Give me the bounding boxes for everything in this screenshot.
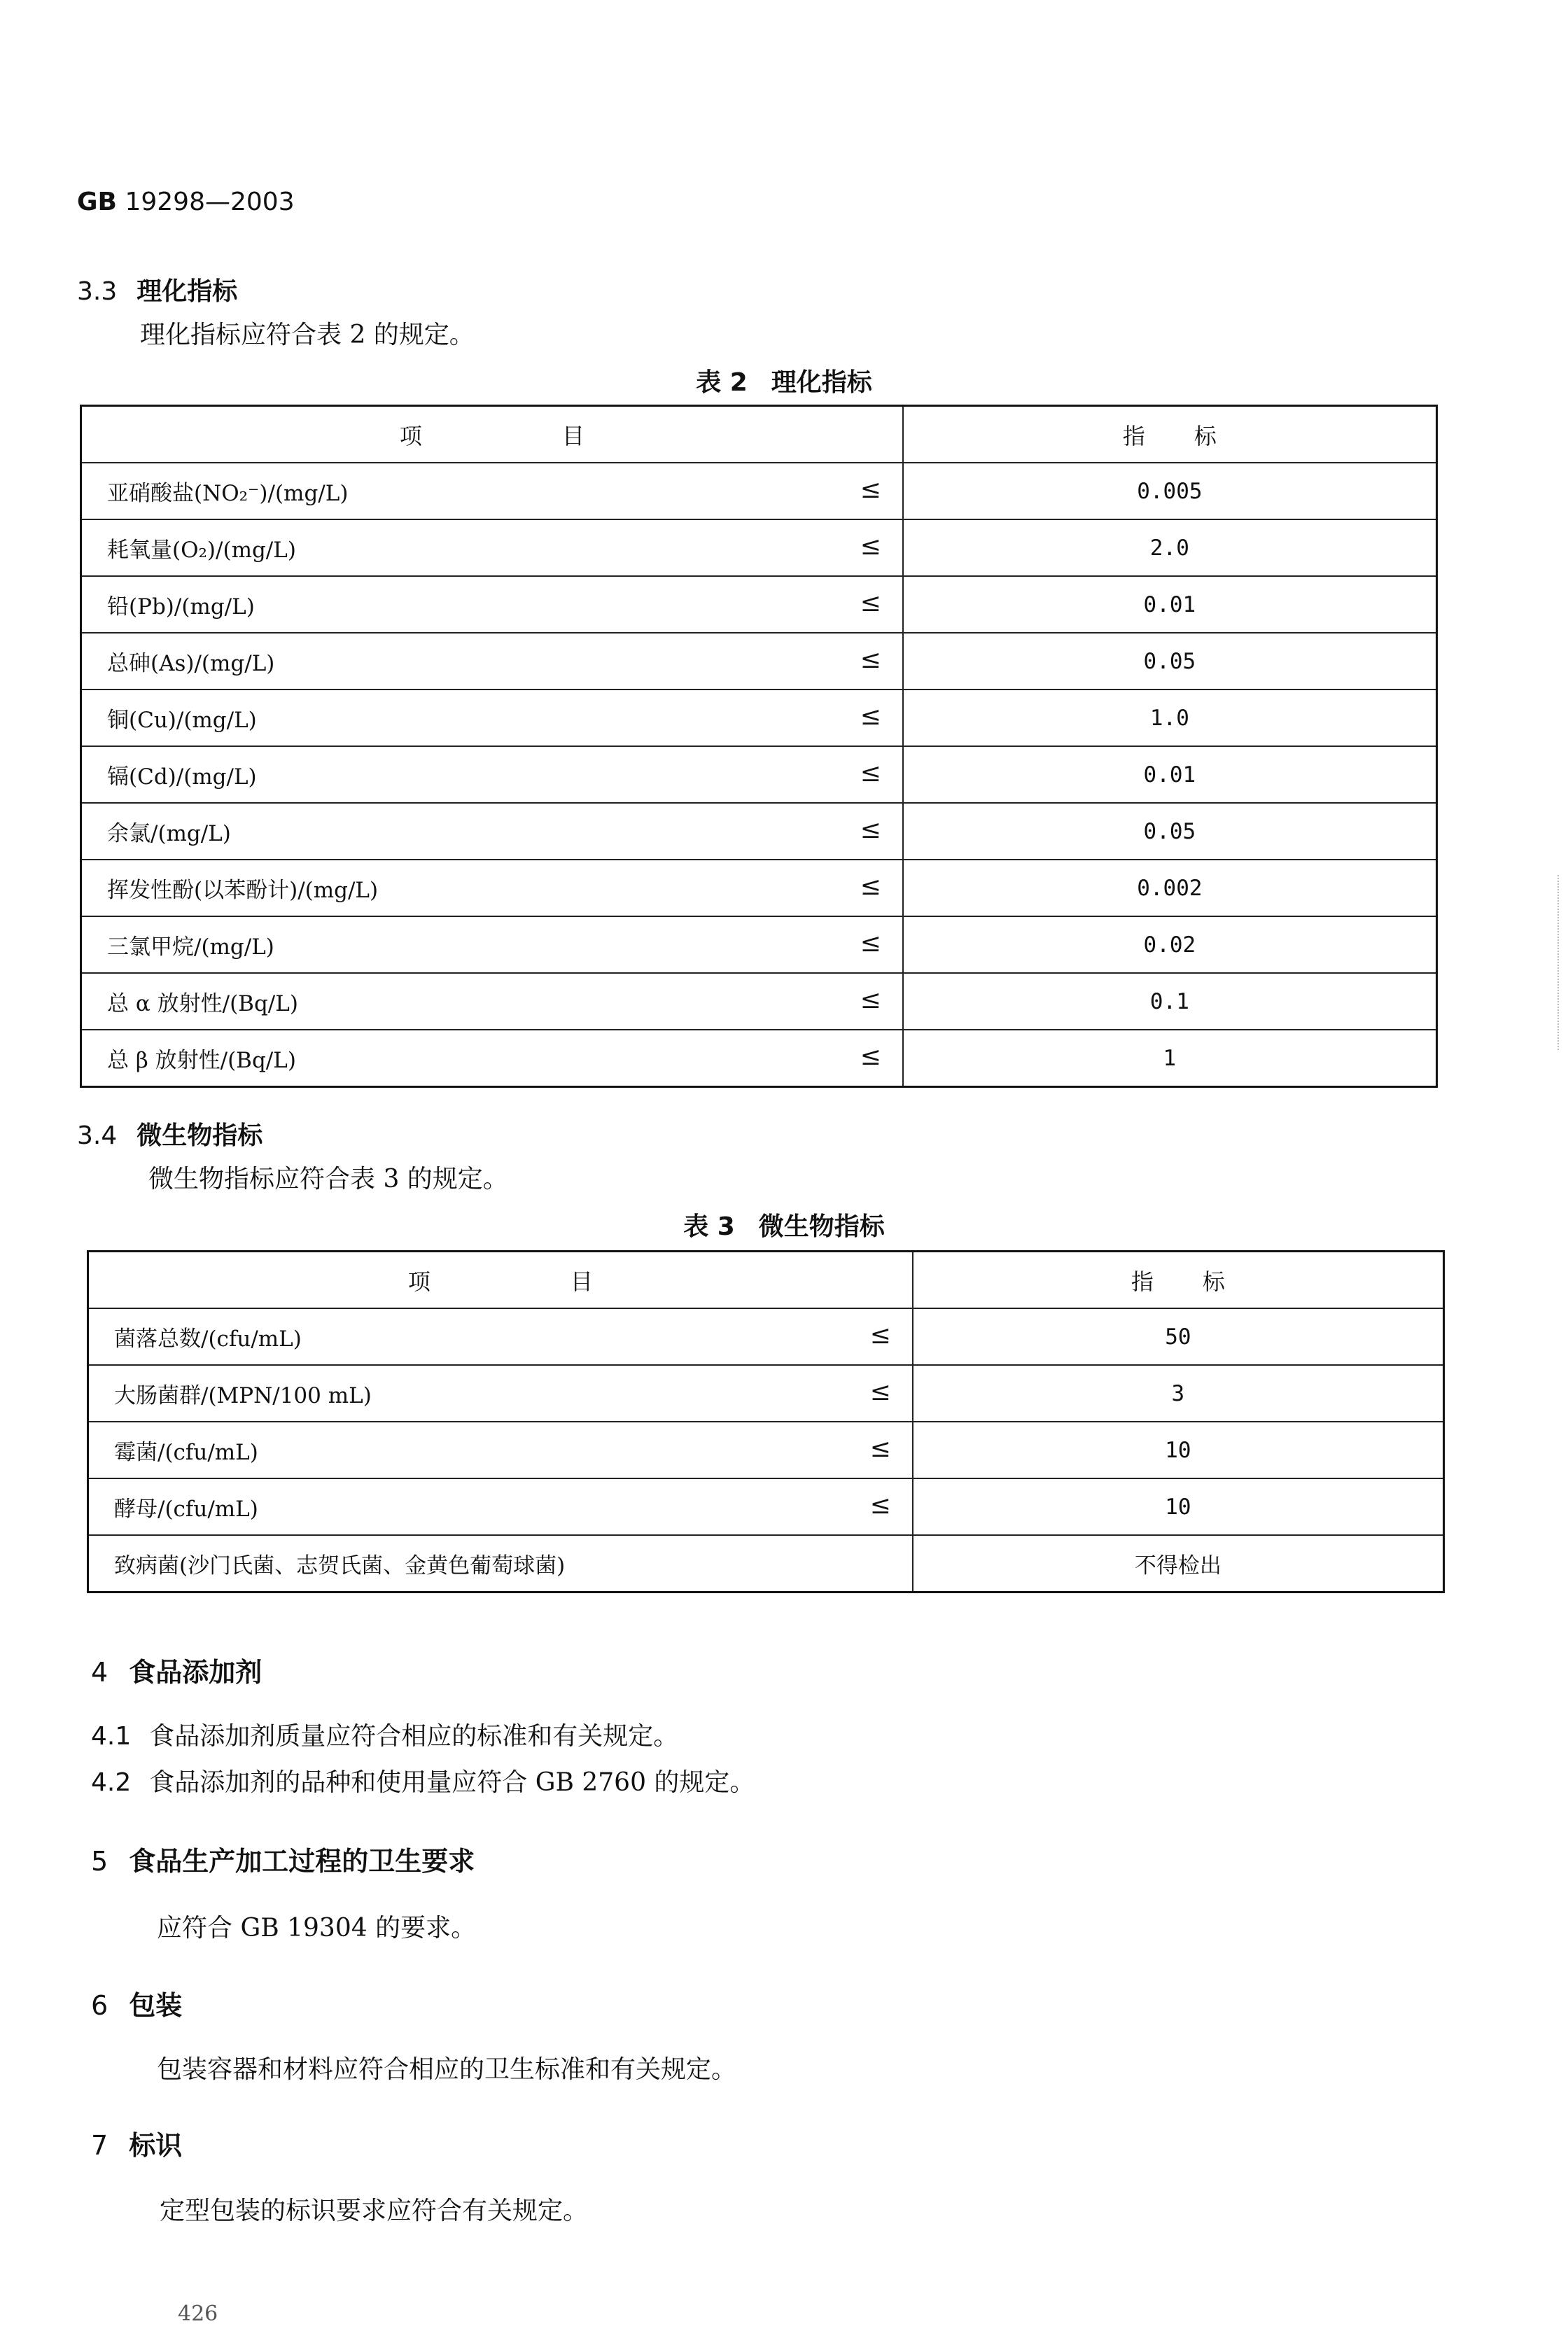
row-item-cell xyxy=(81,803,903,860)
row-value-cell: 0.05 xyxy=(903,633,1437,690)
row-value-cell: 0.005 xyxy=(903,463,1437,519)
row-value-cell: 2.0 xyxy=(903,519,1437,576)
table-row xyxy=(81,576,1437,633)
section-title: 包装 xyxy=(129,1990,183,2021)
row-item-label: 三氯甲烷/(mg/L) xyxy=(107,934,274,960)
section-number: 6 xyxy=(91,1990,108,2021)
row-item-cell xyxy=(81,519,903,576)
table-row xyxy=(88,1308,1444,1365)
section-3-4-heading xyxy=(77,1116,262,1152)
row-value-cell: 0.1 xyxy=(903,973,1437,1030)
col-header-item: 项 目 xyxy=(81,406,903,463)
table-header-row xyxy=(88,1252,1444,1309)
section-5-heading xyxy=(91,1840,475,1878)
table-header-row xyxy=(81,406,1437,463)
limit-operator: ≤ xyxy=(860,589,881,617)
section-6-text: 包装容器和材料应符合相应的卫生标准和有关规定。 xyxy=(157,2055,737,2084)
row-item-cell xyxy=(88,1308,913,1365)
row-item-label: 霉菌/(cfu/mL) xyxy=(114,1440,258,1465)
standard-prefix: GB xyxy=(77,188,117,216)
row-item-cell xyxy=(81,463,903,519)
row-value-cell: 0.05 xyxy=(903,803,1437,860)
section-number: 3.3 xyxy=(77,277,118,306)
page-number: 426 xyxy=(178,2302,218,2326)
section-number: 7 xyxy=(91,2130,108,2161)
row-item-label: 亚硝酸盐(NO₂⁻)/(mg/L) xyxy=(107,481,349,506)
row-item-label: 总砷(As)/(mg/L) xyxy=(107,651,275,676)
clause-number: 4.1 xyxy=(91,1722,132,1751)
table-row xyxy=(81,519,1437,576)
section-7-heading xyxy=(91,2124,182,2162)
row-item-label: 总 α 放射性/(Bq/L) xyxy=(107,991,298,1016)
table-caption-number: 表 2 xyxy=(696,368,748,397)
row-item-label: 余氯/(mg/L) xyxy=(107,821,231,846)
section-3-3-text: 理化指标应符合表 2 的规定。 xyxy=(140,321,475,349)
section-6-heading xyxy=(91,1984,182,2022)
row-value-cell: 0.02 xyxy=(903,916,1437,973)
row-item-cell xyxy=(88,1478,913,1535)
limit-operator: ≤ xyxy=(860,532,881,561)
limit-operator: ≤ xyxy=(860,1042,881,1071)
row-value-cell: 50 xyxy=(913,1308,1444,1365)
row-value-cell: 1 xyxy=(903,1030,1437,1087)
row-item-label: 耗氧量(O₂)/(mg/L) xyxy=(107,538,296,563)
section-5-text: 应符合 GB 19304 的要求。 xyxy=(157,1914,477,1942)
table-row xyxy=(88,1535,1444,1592)
table-2 xyxy=(80,405,1438,1088)
table-caption-title: 微生物指标 xyxy=(758,1212,885,1241)
limit-operator: ≤ xyxy=(860,986,881,1014)
row-item-cell xyxy=(81,576,903,633)
section-number: 5 xyxy=(91,1846,108,1877)
limit-operator: ≤ xyxy=(869,1378,891,1406)
row-item-cell xyxy=(81,973,903,1030)
row-item-cell xyxy=(81,633,903,690)
section-4-heading xyxy=(91,1651,262,1689)
table-row xyxy=(81,463,1437,519)
table-row xyxy=(81,690,1437,746)
limit-operator: ≤ xyxy=(869,1321,891,1350)
scan-margin-mark xyxy=(1558,875,1562,1050)
row-value-cell: 0.01 xyxy=(903,746,1437,803)
clause-text: 食品添加剂质量应符合相应的标准和有关规定。 xyxy=(149,1722,679,1751)
limit-operator: ≤ xyxy=(860,759,881,788)
table-caption-title: 理化指标 xyxy=(771,368,872,397)
limit-operator: ≤ xyxy=(860,816,881,844)
row-item-cell xyxy=(81,690,903,746)
section-title: 食品生产加工过程的卫生要求 xyxy=(129,1846,475,1877)
col-header-item: 项 目 xyxy=(88,1252,913,1309)
row-item-label: 铅(Pb)/(mg/L) xyxy=(107,594,255,620)
row-item-cell xyxy=(81,1030,903,1087)
row-item-label: 菌落总数/(cfu/mL) xyxy=(114,1326,302,1352)
row-item-cell xyxy=(88,1535,913,1592)
row-item-label: 铜(Cu)/(mg/L) xyxy=(107,708,257,733)
limit-operator: ≤ xyxy=(860,929,881,958)
section-title: 理化指标 xyxy=(136,277,238,306)
row-value-cell: 10 xyxy=(913,1478,1444,1535)
table-3-caption xyxy=(0,1207,1568,1242)
section-title: 标识 xyxy=(129,2130,183,2161)
standard-number xyxy=(77,188,295,216)
row-value-cell: 10 xyxy=(913,1422,1444,1478)
table-row xyxy=(88,1422,1444,1478)
table-row xyxy=(81,973,1437,1030)
row-item-cell xyxy=(88,1365,913,1422)
standard-code: 19298—2003 xyxy=(125,188,295,216)
clause-number: 4.2 xyxy=(91,1768,132,1797)
limit-operator: ≤ xyxy=(860,702,881,731)
clause-text: 食品添加剂的品种和使用量应符合 GB 2760 的规定。 xyxy=(149,1768,755,1797)
row-item-label: 挥发性酚(以苯酚计)/(mg/L) xyxy=(107,878,379,903)
section-3-3-heading xyxy=(77,272,237,307)
limit-operator: ≤ xyxy=(869,1491,891,1520)
limit-operator: ≤ xyxy=(860,475,881,504)
limit-operator: ≤ xyxy=(860,645,881,674)
section-number: 3.4 xyxy=(77,1121,118,1150)
col-header-value: 指 标 xyxy=(903,406,1437,463)
table-row xyxy=(81,916,1437,973)
table-2-caption xyxy=(0,363,1568,398)
section-7-text: 定型包装的标识要求应符合有关规定。 xyxy=(160,2197,589,2225)
table-row xyxy=(81,860,1437,916)
col-header-value: 指 标 xyxy=(913,1252,1444,1309)
limit-operator: ≤ xyxy=(860,872,881,901)
row-item-label: 总 β 放射性/(Bq/L) xyxy=(107,1048,296,1073)
table-caption-number: 表 3 xyxy=(683,1212,735,1241)
row-value-cell: 0.01 xyxy=(903,576,1437,633)
row-item-cell xyxy=(81,746,903,803)
clause-4-2 xyxy=(91,1763,755,1798)
section-title: 食品添加剂 xyxy=(129,1657,262,1688)
row-item-label: 大肠菌群/(MPN/100 mL) xyxy=(114,1383,372,1408)
row-item-label: 酵母/(cfu/mL) xyxy=(114,1497,258,1522)
section-number: 4 xyxy=(91,1657,108,1688)
table-row xyxy=(81,803,1437,860)
row-value-cell: 1.0 xyxy=(903,690,1437,746)
row-value-cell: 0.002 xyxy=(903,860,1437,916)
table-row xyxy=(81,746,1437,803)
row-item-cell xyxy=(81,916,903,973)
limit-operator: ≤ xyxy=(869,1434,891,1463)
table-row xyxy=(88,1365,1444,1422)
table-row xyxy=(81,633,1437,690)
row-item-label: 致病菌(沙门氏菌、志贺氏菌、金黄色葡萄球菌) xyxy=(114,1553,566,1578)
section-3-4-text: 微生物指标应符合表 3 的规定。 xyxy=(148,1165,508,1194)
table-3 xyxy=(87,1250,1445,1593)
table-row xyxy=(88,1478,1444,1535)
row-value-cell: 不得检出 xyxy=(913,1535,1444,1592)
row-item-label: 镉(Cd)/(mg/L) xyxy=(107,764,257,790)
row-item-cell xyxy=(81,860,903,916)
row-value-cell: 3 xyxy=(913,1365,1444,1422)
clause-4-1 xyxy=(91,1716,678,1752)
row-item-cell xyxy=(88,1422,913,1478)
section-title: 微生物指标 xyxy=(136,1121,263,1150)
table-row xyxy=(81,1030,1437,1087)
